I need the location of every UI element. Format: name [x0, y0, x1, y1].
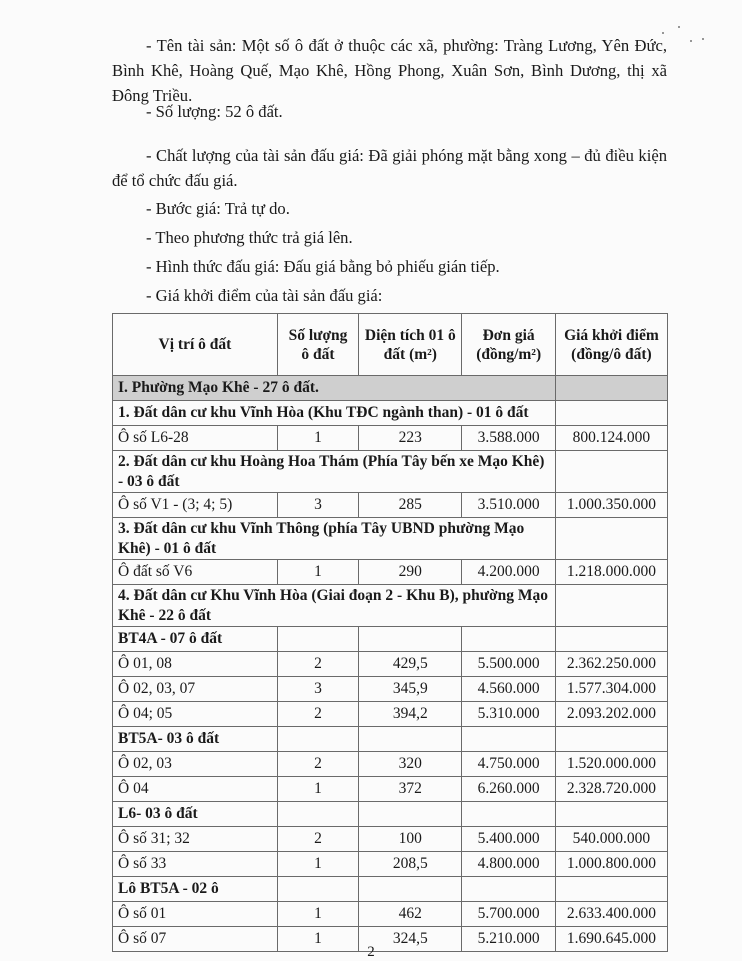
- empty-cell: [555, 376, 667, 401]
- paragraph-text: - Bước giá: Trả tự do.: [146, 199, 290, 218]
- cell-area: 462: [359, 902, 462, 927]
- cell-lot: Ô số L6-28: [113, 426, 278, 451]
- cell-area: 429,5: [359, 652, 462, 677]
- cell-start-price: 1.218.000.000: [555, 560, 667, 585]
- cell-start-price: 2.093.202.000: [555, 702, 667, 727]
- cell-area: 324,5: [359, 927, 462, 952]
- cell-qty: 2: [277, 652, 358, 677]
- group-label: 4. Đất dân cư Khu Vĩnh Hòa (Giai đoạn 2 - Khu B), phường Mạo Khê - 22 ô đất: [113, 585, 556, 627]
- cell-area: 208,5: [359, 852, 462, 877]
- cell-lot: Ô số 33: [113, 852, 278, 877]
- empty-cell: [555, 451, 667, 493]
- cell-lot: Ô 04; 05: [113, 702, 278, 727]
- group-row: [113, 518, 668, 560]
- group-row: [113, 451, 668, 493]
- paragraph-auction-form: [112, 254, 667, 279]
- group-label: 1. Đất dân cư khu Vĩnh Hòa (Khu TĐC ngành than) - 01 ô đất: [113, 401, 556, 426]
- cell-start-price: 2.328.720.000: [555, 777, 667, 802]
- empty-cell: [462, 727, 555, 752]
- empty-cell: [555, 727, 667, 752]
- header-start-price: Giá khởi điểm (đồng/ô đất): [555, 314, 667, 376]
- cell-qty: 1: [277, 902, 358, 927]
- cell-lot: Ô đất số V6: [113, 560, 278, 585]
- cell-lot: Ô 02, 03: [113, 752, 278, 777]
- table-row: [113, 426, 668, 451]
- cell-start-price: 1.000.800.000: [555, 852, 667, 877]
- header-unit-price: Đơn giá (đồng/m²): [462, 314, 555, 376]
- cell-start-price: 1.577.304.000: [555, 677, 667, 702]
- cell-qty: 1: [277, 927, 358, 952]
- empty-cell: [555, 802, 667, 827]
- subgroup-row: [113, 802, 668, 827]
- empty-cell: [555, 401, 667, 426]
- group-row: [113, 401, 668, 426]
- cell-start-price: 800.124.000: [555, 426, 667, 451]
- cell-lot: Ô 04: [113, 777, 278, 802]
- cell-unit-price: 4.200.000: [462, 560, 555, 585]
- cell-unit-price: 3.588.000: [462, 426, 555, 451]
- cell-unit-price: 4.800.000: [462, 852, 555, 877]
- cell-area: 345,9: [359, 677, 462, 702]
- cell-qty: 1: [277, 777, 358, 802]
- empty-cell: [555, 627, 667, 652]
- cell-qty: 2: [277, 752, 358, 777]
- table-row: [113, 852, 668, 877]
- table-row: [113, 560, 668, 585]
- cell-lot: Ô số V1 - (3; 4; 5): [113, 493, 278, 518]
- cell-start-price: 1.520.000.000: [555, 752, 667, 777]
- subgroup-label: BT4A - 07 ô đất: [113, 627, 278, 652]
- paragraph-asset-name: [112, 33, 667, 108]
- starting-price-table: [112, 313, 668, 952]
- table-row: [113, 777, 668, 802]
- cell-qty: 2: [277, 827, 358, 852]
- paragraph-method: [112, 225, 667, 250]
- empty-cell: [555, 518, 667, 560]
- header-quantity: Số lượng ô đất: [277, 314, 358, 376]
- cell-area: 394,2: [359, 702, 462, 727]
- cell-lot: Ô số 01: [113, 902, 278, 927]
- paragraph-text: - Số lượng: 52 ô đất.: [146, 102, 283, 121]
- empty-cell: [359, 802, 462, 827]
- paragraph-text: - Chất lượng của tài sản đấu giá: Đã giải phóng mặt bằng xong – đủ điều kiện để tổ chức đấu giá.: [112, 146, 667, 190]
- paragraph-bid-step: [112, 196, 667, 221]
- empty-cell: [462, 802, 555, 827]
- cell-lot: Ô số 31; 32: [113, 827, 278, 852]
- cell-qty: 1: [277, 560, 358, 585]
- cell-lot: Ô số 07: [113, 927, 278, 952]
- cell-area: 100: [359, 827, 462, 852]
- cell-unit-price: 4.560.000: [462, 677, 555, 702]
- cell-area: 285: [359, 493, 462, 518]
- page-number: 2: [367, 944, 375, 960]
- table-header-row: [113, 314, 668, 376]
- subgroup-label: Lô BT5A - 02 ô: [113, 877, 278, 902]
- table-row: [113, 652, 668, 677]
- paragraph-text: - Giá khởi điểm của tài sản đấu giá:: [146, 286, 383, 305]
- empty-cell: [277, 727, 358, 752]
- paragraph-quantity: [112, 99, 667, 124]
- cell-start-price: 1.000.350.000: [555, 493, 667, 518]
- empty-cell: [462, 627, 555, 652]
- table-row: [113, 493, 668, 518]
- cell-qty: 1: [277, 426, 358, 451]
- group-row: [113, 585, 668, 627]
- scan-specks: [660, 24, 710, 44]
- table-row: [113, 702, 668, 727]
- table-row: [113, 827, 668, 852]
- empty-cell: [277, 877, 358, 902]
- section-label: I. Phường Mạo Khê - 27 ô đất.: [113, 376, 556, 401]
- cell-unit-price: 5.400.000: [462, 827, 555, 852]
- cell-start-price: 540.000.000: [555, 827, 667, 852]
- empty-cell: [359, 727, 462, 752]
- cell-start-price: 2.633.400.000: [555, 902, 667, 927]
- subgroup-row: [113, 627, 668, 652]
- paragraph-text: - Tên tài sản: Một số ô đất ở thuộc các xã, phường: Tràng Lương, Yên Đức, Bình Khê, Hoàng Quế, Mạo Khê, Hồng Phong, Xuân Sơn, Bình Dương, thị xã Đông Triều.: [112, 36, 667, 105]
- paragraph-quality: [112, 143, 667, 193]
- cell-area: 223: [359, 426, 462, 451]
- cell-unit-price: 3.510.000: [462, 493, 555, 518]
- section-row: [113, 376, 668, 401]
- cell-qty: 2: [277, 702, 358, 727]
- header-lot-location: Vị trí ô đất: [113, 314, 278, 376]
- paragraph-start-price: [112, 283, 667, 308]
- cell-lot: Ô 01, 08: [113, 652, 278, 677]
- table-row: [113, 677, 668, 702]
- cell-area: 320: [359, 752, 462, 777]
- subgroup-row: [113, 727, 668, 752]
- cell-start-price: 1.690.645.000: [555, 927, 667, 952]
- cell-unit-price: 5.500.000: [462, 652, 555, 677]
- empty-cell: [555, 585, 667, 627]
- table-row: [113, 902, 668, 927]
- cell-lot: Ô 02, 03, 07: [113, 677, 278, 702]
- cell-unit-price: 5.310.000: [462, 702, 555, 727]
- cell-start-price: 2.362.250.000: [555, 652, 667, 677]
- cell-unit-price: 6.260.000: [462, 777, 555, 802]
- empty-cell: [462, 877, 555, 902]
- empty-cell: [359, 877, 462, 902]
- group-label: 2. Đất dân cư khu Hoàng Hoa Thám (Phía Tây bến xe Mạo Khê) - 03 ô đất: [113, 451, 556, 493]
- cell-unit-price: 4.750.000: [462, 752, 555, 777]
- table-row: [113, 752, 668, 777]
- cell-qty: 3: [277, 493, 358, 518]
- empty-cell: [359, 627, 462, 652]
- subgroup-label: BT5A- 03 ô đất: [113, 727, 278, 752]
- subgroup-row: [113, 877, 668, 902]
- cell-area: 372: [359, 777, 462, 802]
- cell-qty: 3: [277, 677, 358, 702]
- paragraph-text: - Theo phương thức trả giá lên.: [146, 228, 353, 247]
- group-label: 3. Đất dân cư khu Vĩnh Thông (phía Tây UBND phường Mạo Khê) - 01 ô đất: [113, 518, 556, 560]
- empty-cell: [277, 802, 358, 827]
- cell-area: 290: [359, 560, 462, 585]
- header-area: Diện tích 01 ô đất (m²): [359, 314, 462, 376]
- empty-cell: [277, 627, 358, 652]
- empty-cell: [555, 877, 667, 902]
- cell-qty: 1: [277, 852, 358, 877]
- cell-unit-price: 5.700.000: [462, 902, 555, 927]
- paragraph-text: - Hình thức đấu giá: Đấu giá bằng bỏ phiếu gián tiếp.: [146, 257, 500, 276]
- subgroup-label: L6- 03 ô đất: [113, 802, 278, 827]
- cell-unit-price: 5.210.000: [462, 927, 555, 952]
